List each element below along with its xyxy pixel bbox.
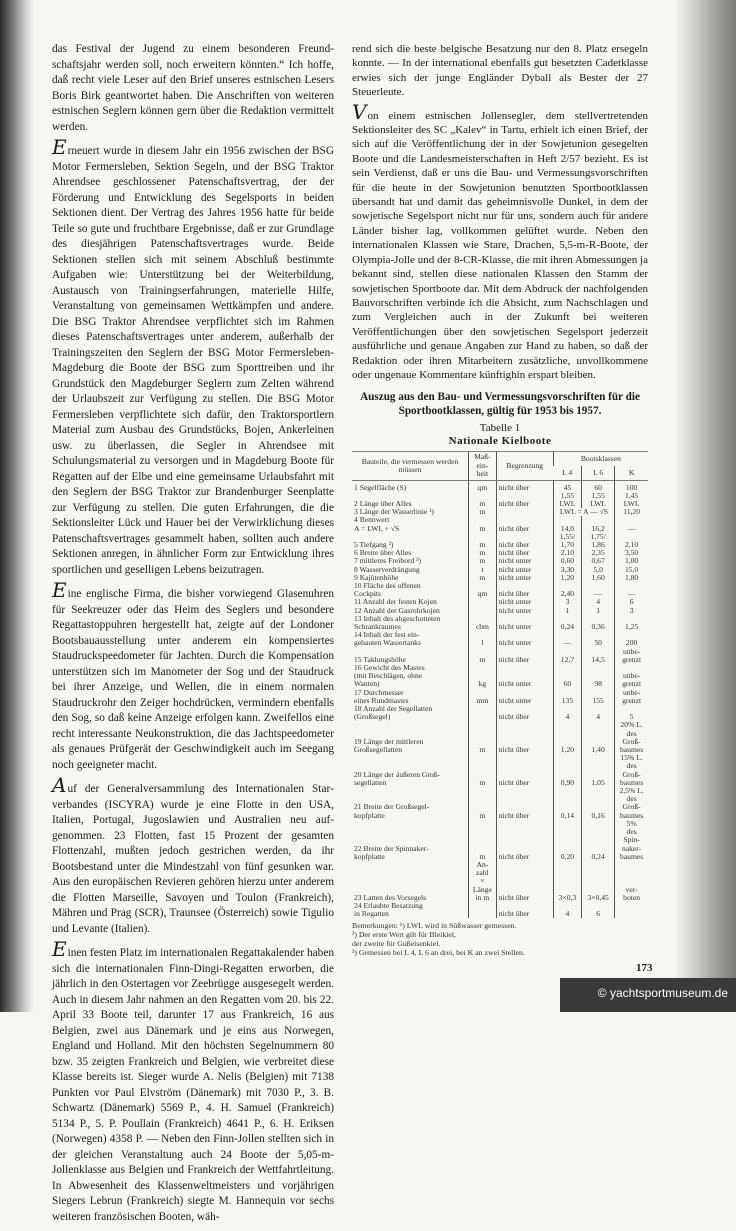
cell-limit: nicht über — [496, 648, 553, 664]
cell-k: 200 — [615, 631, 648, 647]
header-unit: Maß- ein- heit — [469, 452, 497, 480]
cell-limit — [496, 508, 553, 516]
cell-part: 10 Fläche des offenen Cockpits — [354, 581, 421, 599]
cell-part: 14 Inhalt der fest ein- gebauten Wassertanks — [354, 630, 421, 648]
cell-unit: m — [469, 557, 497, 565]
cell-l4: 60 — [553, 664, 581, 689]
cell-unit — [469, 607, 497, 615]
cell-limit: nicht über — [496, 516, 553, 532]
table-notes: Bemerkungen: ¹) LWL wird in Süßwasser gemessen. ²) Der erste Wert gilt für Bleikiel, der zweite für Gußeisenkiel. ³) Gemessen bei L 4, L 6 an drei, bei K an zwei Stellen. — [352, 921, 525, 958]
cell-l6: 1,55 LWL — [582, 492, 615, 508]
cell-l6: 0,67 — [582, 557, 615, 565]
table-row — [352, 648, 648, 664]
cell-l4: 1,20 — [553, 721, 581, 754]
left-column — [52, 42, 334, 1231]
cell-l6: 60 — [582, 480, 615, 492]
cell-l4: 1,55 LWL — [553, 492, 581, 508]
table-body — [352, 480, 648, 918]
cell-part: 2 Länge über Alles — [354, 498, 412, 508]
cell-l4: 3×0,3 — [553, 861, 581, 902]
cell-k: unbe- grenzt — [615, 648, 648, 664]
cell-l6: 16,2 — [582, 516, 615, 532]
table-row — [352, 902, 648, 918]
cell-k: — — [615, 582, 648, 598]
cell-k: unbe- grenzt — [615, 664, 648, 689]
table-row — [352, 516, 648, 532]
cell-limit: nicht unter — [496, 607, 553, 615]
cell-k: 100 — [615, 480, 648, 492]
cell-limit: nicht über — [496, 902, 553, 918]
cell-k: 2,5% L. des Groß- baumes — [615, 787, 648, 820]
table-row — [352, 689, 648, 705]
cell-limit: nicht unter — [496, 598, 553, 606]
watermark: © yachtsportmuseum.de — [597, 986, 728, 1000]
cell-l4: 135 — [553, 689, 581, 705]
cell-l6: 4 — [582, 598, 615, 606]
table-row — [352, 533, 648, 549]
table-caption: Tabelle 1 — [479, 422, 521, 435]
specifications-table — [352, 451, 648, 918]
header-k: K — [615, 466, 648, 480]
cell-unit: An- zahl × Länge in m — [469, 861, 497, 902]
cell-part: 4 Rennwert A = LWL + √S — [354, 515, 400, 533]
table-row — [352, 492, 648, 508]
cell-part: 11 Anzahl der festen Kojen — [354, 597, 437, 607]
cell-l4: — — [553, 631, 581, 647]
paragraph: Auf der Generalversammlung des Internationalen Starverbandes (ISCYRA) wurde je eine Flotte in den USA, Italien, Portugal, Jugoslawien und Australien neu aufgenommen. 23 Flotten, fast 15 Prozent der gesamten Flottenzahl, mußten jedoch gestrichen werden, da ihr Bootsbestand unter die Mindestzahl von fünf gesunken war. Aus den europäischen Revieren gehören hierzu unter anderem die Flotten Marseille, Savoyen und Toulon (Frankreich), Mähren und Prag (SCR), Traunsee (Österreich) sowie Tigulio und Levante (Italien). — [52, 773, 334, 935]
table-row — [352, 631, 648, 647]
paragraph: Eine englische Firma, die bisher vorwiegend Glasenuhren für Seekreuzer oder das Heim des Seglers und besondere Regattastoppuhren hergestellt hat, zeigte auf der Londoner Bootsbauausstellung unter anderem ein kompensiertes Staudruckspeedometer für Jachten. Durch die Kompensation unterstützen sich im Manometer der Sog und der Staudruck bei ihrer Anzeige, und Wellen, die in einem normalen Staudruckrohr den Zeiger hochdrücken, vermindern ebenfalls den Sog, so daß keine Anzeige erfolgen kann. Zweifellos eine recht interessante Neukonstruktion, die das Jachtspeedometer als genaues Prüfgerät der Geschwindigkeit auch im Seegang noch geeigneter macht. — [52, 578, 334, 771]
cell-k: 15,0 — [615, 566, 648, 574]
cell-limit: nicht unter — [496, 557, 553, 565]
cell-l4: 3,30 — [553, 566, 581, 574]
cell-l6: 1,05 — [582, 754, 615, 787]
cell-l6: 3×0,45 — [582, 861, 615, 902]
cell-unit: m — [469, 533, 497, 549]
cell-part: 18 Anzahl der Segellatten (Großsegel) — [354, 704, 433, 722]
cell-l6: 50 — [582, 631, 615, 647]
cell-limit: nicht über — [496, 787, 553, 820]
cell-k: 6 — [615, 598, 648, 606]
cell-part: 7 mittleres Freibord ³) — [354, 556, 422, 566]
cell-part: 22 Breite der Spinnaker- kopfplatte — [354, 843, 429, 861]
cell-unit: m — [469, 516, 497, 532]
cell-k — [615, 902, 648, 918]
cell-k: 5% des Spin- naker- baumes — [615, 820, 648, 861]
cell-l4: 0,60 — [553, 557, 581, 565]
cell-k: 3,50 — [615, 549, 648, 557]
cell-part: 21 Breite der Großsegel- kopfplatte — [354, 802, 430, 820]
cell-part: 16 Gewicht des Mastes (mit Beschlägen, ohne Wanten) — [354, 663, 425, 689]
paragraph: das Festival der Jugend zu einem besonderen Freundschaftsjahr werden soll, noch erweitern könnten.“ Ich hoffe, daß recht viele Leser auf den Brief unseres estnischen Lesers Boris Birk geantwortet haben. Die Anschriften von weiteren estnischen Seglern können gern über die Redaktion vermittelt werden. — [52, 43, 334, 133]
cell-k: 3 — [615, 607, 648, 615]
header-l6: L 6 — [582, 466, 615, 480]
cell-part: 12 Anzahl der Gasrohrkojen — [354, 605, 440, 615]
cell-l6: 98 — [582, 664, 615, 689]
table-title: Nationale Kielboote — [448, 435, 552, 448]
cell-part: 6 Breite über Alles — [354, 548, 412, 558]
cell-k: 1,00 — [615, 557, 648, 565]
cell-l4: 0,14 — [553, 787, 581, 820]
cell-k: — — [615, 516, 648, 532]
cell-unit — [469, 902, 497, 918]
cell-unit: m — [469, 648, 497, 664]
cell-l6: 155 — [582, 689, 615, 705]
cell-unit: kg — [469, 664, 497, 689]
cell-unit: m — [469, 721, 497, 754]
cell-limit: nicht über — [496, 861, 553, 902]
cell-limit: nicht über — [496, 480, 553, 492]
cell-k: 20% L. des Groß- baumes — [615, 721, 648, 754]
cell-part: 5 Tiefgang ²) — [354, 539, 394, 549]
cell-limit: nicht über — [496, 705, 553, 721]
cell-part: 8 Wasserverdrängung — [354, 564, 420, 574]
cell-unit: t — [469, 566, 497, 574]
cell-part: 19 Länge der mittleren Großsegellatten — [354, 736, 424, 755]
cell-part: 1 Segelfläche (S) — [354, 482, 407, 492]
table-row — [352, 705, 648, 721]
cell-limit: nicht unter — [496, 664, 553, 689]
cell-l6: 1,75/ 1,86 — [582, 533, 615, 549]
cell-l6: 14,5 — [582, 648, 615, 664]
page-number: 173 — [636, 962, 653, 974]
cell-limit: nicht über — [496, 549, 553, 557]
cell-unit: qm — [469, 480, 497, 492]
table-row — [352, 820, 648, 861]
cell-l4: 2,40 — [553, 582, 581, 598]
paragraph: Einen festen Platz im internationalen Regattakalender haben sich die internationalen Finn-Dingi-Regatten erworben, die jährlich in den Ostertagen vor Zeebrügge ausgesegelt werden. Auch in diesem Jahr nahmen an den Regatten vom 20. bis 22. April 33 Boote teil, darunter 17 aus Frankreich, 16 aus Belgien, zwei aus Dänemark und je eins aus Norwegen, England und Holland. Mit den höchsten Segelnummern 80 bzw. 35 zeigten Frankreich und Belgien, wie verbreitet diese Klasse bereits ist. Sieger wurde A. Nelis (Belgien) mit 7138 Punkten vor Paul Elvström (Dänemark) mit 7030 P., 3. B. Schwartz (Dänemark) 5569 P., 4. H. Samuel (Frankreich) 5134 P., 5. P. Poullain (Frankreich) 4641 P., 6. H. Eriksen (Norwegen) 4358 P. — Neben den Finn-Jollen stellten sich in der gleichen Veranstaltung auch 24 Boote der 5,05-m-Jollenklasse aus Belgien und Frankreich der Wettfahrtleitung. In Abwesenheit des Klassenweltmeisters und vorjährigen Siegers Lebrun (Frankreich) siegte M. Hannequin vor sechs weiteren französischen Booten, wäh- — [52, 937, 334, 1223]
cell-unit: m — [469, 549, 497, 557]
cell-part: 9 Kajütenhöhe — [354, 572, 399, 582]
right-column — [352, 42, 648, 957]
cell-l4: 0,24 — [553, 615, 581, 631]
cell-l4: LWL = A — √S — [553, 508, 614, 516]
cell-unit: m — [469, 787, 497, 820]
header-l4: L 4 — [553, 466, 581, 480]
cell-l6: 0,16 — [582, 787, 615, 820]
cell-l6: 6 — [582, 902, 615, 918]
cell-part: 13 Inhalt des abgeschotteten Schrankraumes — [354, 613, 441, 632]
cell-unit: m — [469, 820, 497, 861]
paragraph: rend sich die beste belgische Besatzung nur den 8. Platz ersegeln konnte. — In der international ebenfalls gut besetzten Cadetklasse erwies sich der junge Engländer Dyball als Bester der 27 Steuerleute. — [352, 43, 648, 99]
cell-limit: nicht über — [496, 721, 553, 754]
table-row — [352, 480, 648, 492]
cell-l4: 1 — [553, 607, 581, 615]
book-page-edge — [676, 0, 736, 1012]
cell-unit: mm — [469, 689, 497, 705]
cell-l4: 2,10 — [553, 549, 581, 557]
cell-unit: m — [469, 574, 497, 582]
cell-k: 2,10 — [615, 533, 648, 549]
cell-limit: nicht über — [496, 492, 553, 508]
cell-k: 1,80 — [615, 574, 648, 582]
header-classes: Bootsklassen — [553, 452, 648, 466]
cell-part: 17 Durchmesser eines Rundmastes — [354, 687, 409, 705]
cell-k: 1,45 LWL — [615, 492, 648, 508]
cell-limit: nicht unter — [496, 689, 553, 705]
cell-limit: nicht unter — [496, 631, 553, 647]
cell-l4: 14,0 — [553, 516, 581, 532]
cell-l6: 5,0 — [582, 566, 615, 574]
cell-l4: 0,20 — [553, 820, 581, 861]
cell-part: 3 Länge der Wasserlinie ¹) — [354, 507, 434, 517]
cell-l4: 4 — [553, 902, 581, 918]
table-row — [352, 582, 648, 598]
paragraph: Von einem estnischen Jollensegler, dem stellvertretenden Sektionsleiter des SC „Kalev“ in Tartu, erhielt ich einen Brief, der sich auf die Veröffentlichung der in der Sowjetunion gesegelten Boote und die Landesmeisterschaften in Heft 2/57 bezieht. Es ist sein Verdienst, daß er uns die Bau- und Vermessungsvorschriften für die heute in der Sowjetunion benutzten Sportbootklassen übersandt hat und damit das geheimnisvolle Dunkel, in dem der sowjetische Segelsport nicht nur für uns, sondern auch für andere Länder bisher lag, vollkommen gelüftet wurde. Neben den internationalen Klassen wie Stare, Drachen, 5,5-m-R-Boote, der Olympia-Jolle und der 8-CR-Klasse, die mit ihren Abmessungen ja bekannt sind, stellen diese nationalen Klassen den Stamm der sowjetischen Sportboote dar. Mit dem Abdruck der nachfolgenden Bauvorschriften verbinde ich die Absicht, zum Nachschlagen und zum Vergleichen auch in der Zukunft bei weiteren Veröffentlichungen über den sowjetischen Segelsport jederzeit ausführliche und genaue Angaben zur Hand zu haben, so daß der Redaktion oder ihren Mitarbeitern zusätzliche, unvollkommene oder ungenaue Kommentare künftighin erspart bleiben. — [352, 99, 648, 381]
cell-part: 23 Latten des Vorsegels — [354, 892, 427, 902]
cell-l6: — — [582, 582, 615, 598]
cell-unit: l — [469, 631, 497, 647]
cell-l4: 0,90 — [553, 754, 581, 787]
cell-k: 15% L. des Groß- baumes — [615, 754, 648, 787]
cell-k: 1,25 — [615, 615, 648, 631]
cell-l4: 1,55/ 1,70 — [553, 533, 581, 549]
cell-l6: 1,60 — [582, 574, 615, 582]
table-row — [352, 508, 648, 516]
cell-l4: 4 — [553, 705, 581, 721]
cell-l4: 45 — [553, 480, 581, 492]
cell-unit: m — [469, 492, 497, 508]
cell-part: 24 Erlaubte Besatzung in Regatten — [354, 900, 423, 919]
cell-l6: 0,24 — [582, 820, 615, 861]
section-heading: Auszug aus den Bau- und Vermessungsvorschriften für die Sportbootklassen, gültig für 1953 bis 1957. — [360, 391, 640, 418]
cell-l4: 12,7 — [553, 648, 581, 664]
cell-k: ver- boten — [615, 861, 648, 902]
cell-l6: 2,35 — [582, 549, 615, 557]
cell-limit: nicht über — [496, 533, 553, 549]
table-row — [352, 787, 648, 820]
book-binding-shadow — [0, 0, 34, 1012]
cell-l6: 1 — [582, 607, 615, 615]
cell-unit: m — [469, 754, 497, 787]
cell-part: 15 Taklungshöhe — [354, 654, 406, 664]
cell-limit: nicht unter — [496, 615, 553, 631]
cell-limit: nicht unter — [496, 574, 553, 582]
cell-unit: m — [469, 508, 497, 516]
cell-limit: nicht über — [496, 582, 553, 598]
cell-limit: nicht über — [496, 820, 553, 861]
cell-l6: 4 — [582, 705, 615, 721]
cell-l4: 3 — [553, 598, 581, 606]
table-row — [352, 721, 648, 754]
cell-unit: cbm — [469, 615, 497, 631]
table-row — [352, 754, 648, 787]
cell-k: unbe- grenzt — [615, 689, 648, 705]
header-limit: Begrenzung — [496, 452, 553, 480]
cell-unit: qm — [469, 582, 497, 598]
paragraph: Erneuert wurde in diesem Jahr ein 1956 zwischen der BSG Motor Fermersleben, Sektion Segeln, und der BSG Traktor Ahrendsee geschlossener Patenschaftsvertrag, der der Förderung und Entwicklung des Segelsports in beiden Sektionen dient. Der Vertrag des Jahres 1956 hatte für beide Teile so gute und fruchtbare Ergebnisse, daß er zur Grundlage des diesjährigen Patenschaftsvertrages wurde. Beide Sektionen stellen sich mit seinem Abschluß bestimmte Aufgaben wie: Unterstützung bei der Weiterbildung, Austausch von Trainingserfahrungen, materielle Hilfe, Veranstaltung von gemeinsamen Wettkämpfen und andere. Die BSG Traktor Ahrendsee verpflichtet sich im Rahmen dieses Patenschaftsvertrages unter anderem, außerhalb der Trainingszeiten den Seglern der BSG Motor Fermersleben-Magdeburg die Boote der BSG zum Sporttreiben und ihr Grundstück den Magdeburger Seglern zum Zelten während der Urlaubszeit zur Verfügung zu stellen. Die BSG Motor Fermersleben verpflichtete sich dafür, den Traktorsportlern Material zum Ausbau des Grundstücks, Bojen, Ankerleinen usw. zu überlassen, die Segler in Ahrendsee mit Schulungsmaterial zu versorgen und in Magdeburg Boote für Regatten auf der Elbe und eine gemeinsame Urlaubsfahrt mit den Seglern der BSG Traktor zur Brandenburger Seenplatte zur Verfügung zu stellen. Die guten Erfahrungen, die die Sektionsleiter Lück und Hauer bei der Verwirklichung dieses Patenschaftsvertrages gesammelt haben, sollten auch andere Sektionen anregen, in ähnlicher Form zur Entwicklung ihres sportlichen und geselligen Lebens beizutragen. — [52, 135, 334, 576]
table-row — [352, 664, 648, 689]
cell-l4: 1,20 — [553, 574, 581, 582]
cell-limit: nicht über — [496, 754, 553, 787]
cell-unit — [469, 598, 497, 606]
cell-part: 20 Länge der äußeren Groß- segellatten — [354, 769, 441, 787]
cell-k: 5 — [615, 705, 648, 721]
cell-k: 11,20 — [615, 508, 648, 516]
table-row — [352, 861, 648, 902]
table-row — [352, 615, 648, 631]
cell-limit: nicht unter — [496, 566, 553, 574]
cell-unit — [469, 705, 497, 721]
cell-l6: 0,36 — [582, 615, 615, 631]
header-part: Bauteile, die vermessen werden müssen — [352, 452, 469, 480]
cell-l6: 1,40 — [582, 721, 615, 754]
